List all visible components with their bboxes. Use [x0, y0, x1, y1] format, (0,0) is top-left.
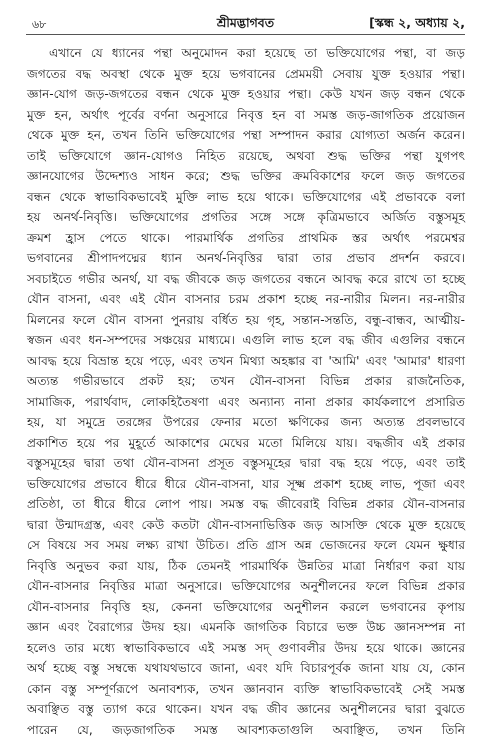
text-line: জগতের বদ্ধ অবস্থা থেকে মুক্ত হয়ে ভগবানের প্রেমময়ী সেবায় যুক্ত হওয়ার পন্থা।	[27, 64, 465, 85]
text-line: বন্ধন থেকে স্বাভাবিকভাবেই মুক্তি লাভ হয়ে থাকে। ভক্তিযোগের এই প্রভাবকে বলা	[27, 187, 465, 208]
text-line: দ্বারা উন্মাদগ্রস্ত, এবং কেউ কতটা যৌন-বাসনাভিত্তিক জড় আসক্তি থেকে মুক্ত হয়েছে	[27, 515, 465, 536]
text-line: হয়, যা সমুদ্রে তরঙ্গের উপরের ফেনার মতো ক্ষণিকের জন্য অত্যন্ত প্রবলভাবে	[27, 412, 465, 433]
text-line: স্বজন এবং ধন-সম্পদের সঞ্চয়ের মাধ্যমে। এগুলি লাভ হলে বদ্ধ জীব এগুলির বন্ধনে	[27, 330, 465, 351]
text-line: ক্রমশ হ্রাস পেতে থাকে। পারমার্থিক প্রগতির প্রাথমিক স্তর অর্থাৎ পরমেশ্বর	[27, 228, 465, 249]
text-line: ভক্তিযোগের প্রভাবে ধীরে ধীরে যৌন-বাসনা, যার সূক্ষ্ম প্রকাশ হচ্ছে লাভ, পূজা এবং	[27, 474, 465, 495]
header-rule	[26, 34, 465, 35]
text-line: হয় অনর্থ-নিবৃত্তি। ভক্তিযোগের প্রগতির সঙ্গে সঙ্গে কৃত্রিমভাবে অর্জিত বস্তুসমূহ	[27, 207, 465, 228]
text-line: সে বিষয়ে সব সময় লক্ষ্য রাখা উচিত। প্রতি গ্রাস অন্ন ভোজনের ফলে যেমন ক্ষুধার	[27, 535, 465, 556]
page-number: ৬৮	[32, 16, 46, 35]
text-line: সবচাইতে গভীর অনর্থ, যা বদ্ধ জীবকে জড় জগতের বন্ধনে আবদ্ধ করে রাখে তা হচ্ছে	[27, 269, 465, 290]
text-line: জ্ঞান এবং বৈরাগ্যের উদয় হয়। এমনকি জাগতিক বিচারে ভক্ত উচ্চ জ্ঞানসম্পন্ন না	[27, 617, 465, 638]
text-line: জ্ঞান-যোগ জড়-জগতের বন্ধন থেকে মুক্ত হওয়ার পন্থা। কেউ যখন জড় বন্ধন থেকে	[27, 84, 465, 105]
text-line: পারেন যে, জড়জাগতিক সমস্ত আবশ্যকতাগুলি অবাঞ্ছিত, তখন তিনি	[27, 720, 465, 740]
chapter-reference: [স্কন্ধ ২, অধ্যায় ২,	[369, 15, 465, 35]
text-line: মুক্ত হন, অর্থাৎ পূর্বের বর্ণনা অনুসারে নিবৃত্ত হন বা সমস্ত জড়-জাগতিক প্রয়োজন	[27, 105, 465, 126]
text-line: যৌন-বাসনার নিবৃত্তি হয়, কেননা ভক্তিযোগের অনুশীলন করলে ভগবানের কৃপায়	[27, 597, 465, 618]
text-line: ভগবানের শ্রীপাদপদ্মের ধ্যান অনর্থ-নিবৃত্তির দ্বারা তার প্রভাব প্রদর্শন করবে।	[27, 248, 465, 269]
text-line: জ্ঞানযোগের উদ্দেশ্যও সাধন করে; শুদ্ধ ভক্তির ক্রমবিকাশের ফলে জড় জগতের	[27, 166, 465, 187]
text-line: থেকে মুক্ত হন, তখন তিনি ভক্তিযোগের পন্থা সম্পাদন করার যোগ্যতা অর্জন করেন।	[27, 125, 465, 146]
text-line: প্রকাশিত হয়ে পর মুহূর্তে আকাশের মেঘের মতো মিলিয়ে যায়। বদ্ধজীব এই প্রকার	[27, 433, 465, 454]
text-line: কোন বস্তু সম্পূর্ণরূপে অনাবশ্যক, তখন জ্ঞানবান ব্যক্তি স্বাভাবিকভাবেই সেই সমস্ত	[27, 679, 465, 700]
text-line: অর্থ হচ্ছে বস্তু সম্বন্ধে যথাযথভাবে জানা, এবং যদি বিচারপূর্বক জানা যায় যে, কোন	[27, 658, 465, 679]
text-line: অবাঞ্ছিত বস্তু ত্যাগ করে থাকেন। যখন বদ্ধ জীব জ্ঞানের অনুশীলনের দ্বারা বুঝতে	[27, 699, 465, 720]
text-line: তাই ভক্তিযোগে জ্ঞান-যোগও নিহিত রয়েছে, অথবা শুদ্ধ ভক্তির পন্থা যুগপৎ	[27, 146, 465, 167]
text-line: মিলনের ফলে যৌন বাসনা পুনরায় বর্ধিত হয় গৃহ, সন্তান-সন্ততি, বন্ধু-বান্ধব, আত্মীয়-	[27, 310, 465, 331]
text-line: যৌন বাসনা, এবং এই যৌন বাসনার চরম প্রকাশ হচ্ছে নর-নারীর মিলন। নর-নারীর	[27, 289, 465, 310]
text-line: প্রতিষ্ঠা, তা ধীরে ধীরে লোপ পায়। সমস্ত বদ্ধ জীবেরাই বিভিন্ন প্রকার যৌন-বাসনার	[27, 494, 465, 515]
text-line: আবদ্ধ হয়ে বিভ্রান্ত হয়ে পড়ে, এবং তখন মিথ্যা অহঙ্কার বা 'আমি' এবং 'আমার' ধারণা	[27, 351, 465, 372]
text-line: হলেও তার মধ্যে স্বাভাবিকভাবে এই সমস্ত সদ্ গুণাবলীর উদয় হয়ে থাকে। জ্ঞানের	[27, 638, 465, 659]
purport-text	[27, 43, 465, 693]
book-title: শ্রীমদ্ভাগবত	[26, 15, 465, 35]
text-line: যৌন-বাসনার নিবৃত্তির মাত্রা অনুসারে। ভক্তিযোগের অনুশীলনের ফলে বিভিন্ন প্রকার	[27, 576, 465, 597]
text-line: সামাজিক, পরার্থবাদ, লোকহিতৈষণা এবং অন্যান্য নানা প্রকার কার্যকলাপে প্রসারিত	[27, 392, 465, 413]
text-line: বস্তুসমূহের দ্বারা তথা যৌন-বাসনা প্রসূত বস্তুসমূহের দ্বারা বদ্ধ হয়ে পড়ে, এবং তাই	[27, 453, 465, 474]
page-header	[26, 14, 465, 34]
text-line: অত্যন্ত গভীরভাবে প্রকট হয়; তখন যৌন-বাসনা বিভিন্ন প্রকার রাজনৈতিক,	[27, 371, 465, 392]
text-line: এখানে যে ধ্যানের পন্থা অনুমোদন করা হয়েছে তা ভক্তিযোগের পন্থা, বা জড়	[27, 43, 465, 64]
text-line: নিবৃত্তি অনুভব করা যায়, ঠিক তেমনই পারমার্থিক উন্নতির মাত্রা নির্ধারণ করা যায়	[27, 556, 465, 577]
